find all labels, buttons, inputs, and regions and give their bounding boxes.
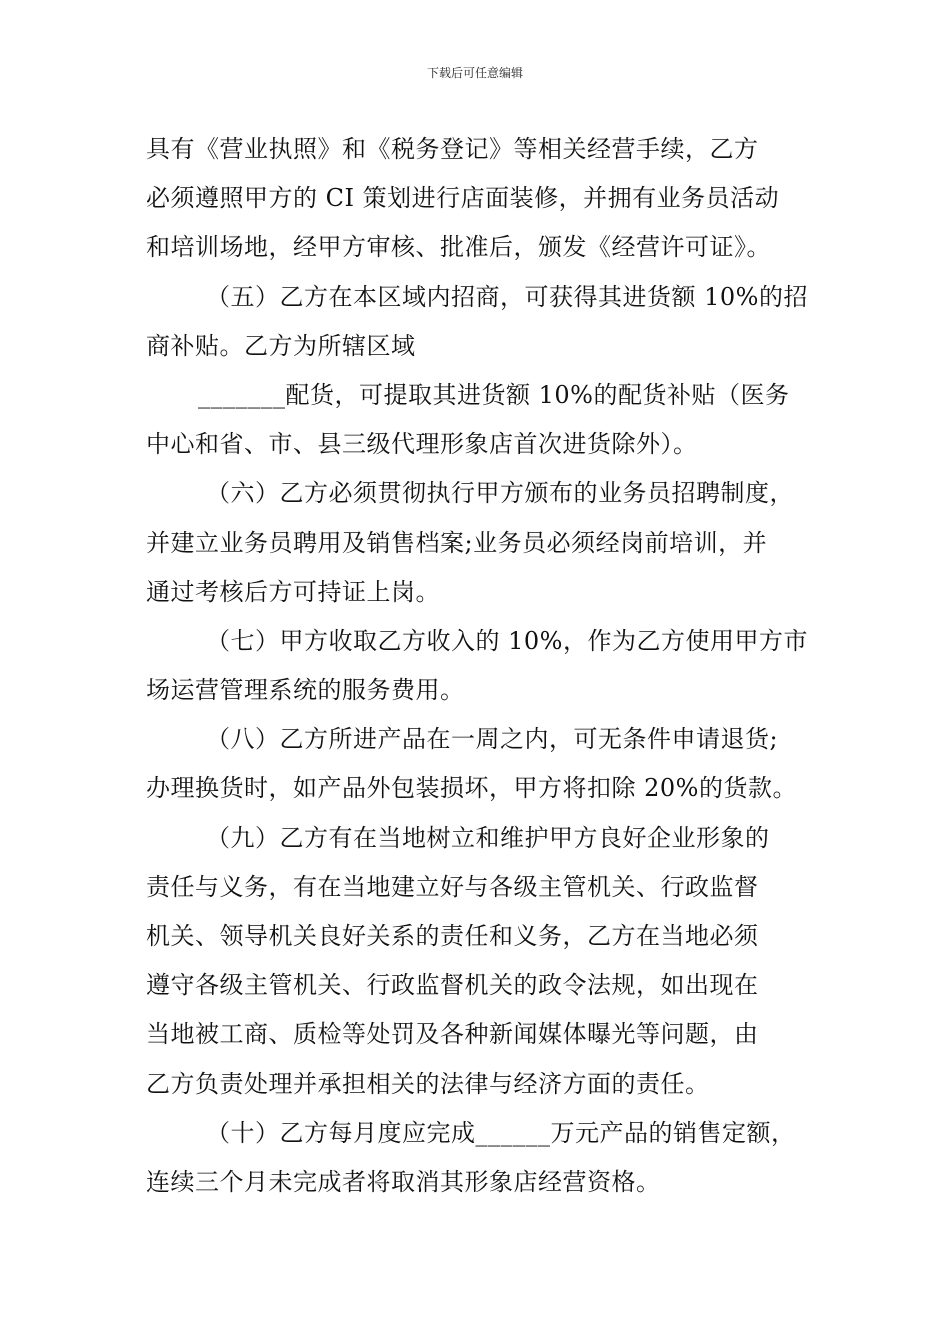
paragraph-start-line: （六）乙方必须贯彻执行甲方颁布的业务员招聘制度， — [206, 479, 794, 508]
text-line: 责任与义务，有在当地建立好与各级主管机关、行政监督 — [146, 872, 759, 901]
text-line: 通过考核后方可持证上岗。 — [146, 577, 440, 606]
paragraph-start-line: （七）甲方收取乙方收入的 10%，作为乙方使用甲方市 — [206, 626, 808, 655]
text-line: 中心和省、市、县三级代理形象店首次进货除外）。 — [146, 430, 698, 459]
text-line: 具有《营业执照》和《税务登记》等相关经营手续，乙方 — [146, 135, 759, 163]
text-line: 场运营管理系统的服务费用。 — [146, 676, 465, 705]
document-body — [146, 125, 826, 1207]
text-line: 连续三个月未完成者将取消其形象店经营资格。 — [146, 1167, 661, 1196]
page-header: 下载后可任意编辑 — [426, 66, 523, 80]
text-line: 遵守各级主管机关、行政监督机关的政令法规，如出现在 — [146, 971, 759, 1000]
paragraph-start-line: （九）乙方有在当地树立和维护甲方良好企业形象的 — [206, 823, 770, 852]
text-line: 机关、领导机关良好关系的责任和义务，乙方在当地必须 — [146, 922, 759, 950]
text-line: 当地被工商、质检等处罚及各种新闻媒体曝光等问题，由 — [146, 1020, 759, 1049]
text-line: _______配货，可提取其进货额 10%的配货补贴（医务 — [198, 380, 790, 409]
paragraph-start-line: （十）乙方每月度应完成______万元产品的销售定额， — [206, 1118, 796, 1147]
text-line: 必须遵照甲方的 CI 策划进行店面装修，并拥有业务员活动 — [146, 184, 780, 213]
paragraph-start-line: （八）乙方所进产品在一周之内，可无条件申请退货; — [206, 725, 779, 754]
text-line: 乙方负责处理并承担相关的法律与经济方面的责任。 — [146, 1069, 710, 1098]
text-line: 商补贴。乙方为所辖区域 — [146, 331, 416, 360]
text-line: 办理换货时，如产品外包装损坏，甲方将扣除 20%的货款。 — [146, 774, 797, 803]
text-line: 和培训场地，经甲方审核、批准后，颁发《经营许可证》。 — [146, 233, 771, 262]
text-line: 并建立业务员聘用及销售档案;业务员必须经岗前培训，并 — [146, 528, 768, 557]
paragraph-start-line: （五）乙方在本区域内招商，可获得其进货额 10%的招 — [206, 282, 808, 311]
